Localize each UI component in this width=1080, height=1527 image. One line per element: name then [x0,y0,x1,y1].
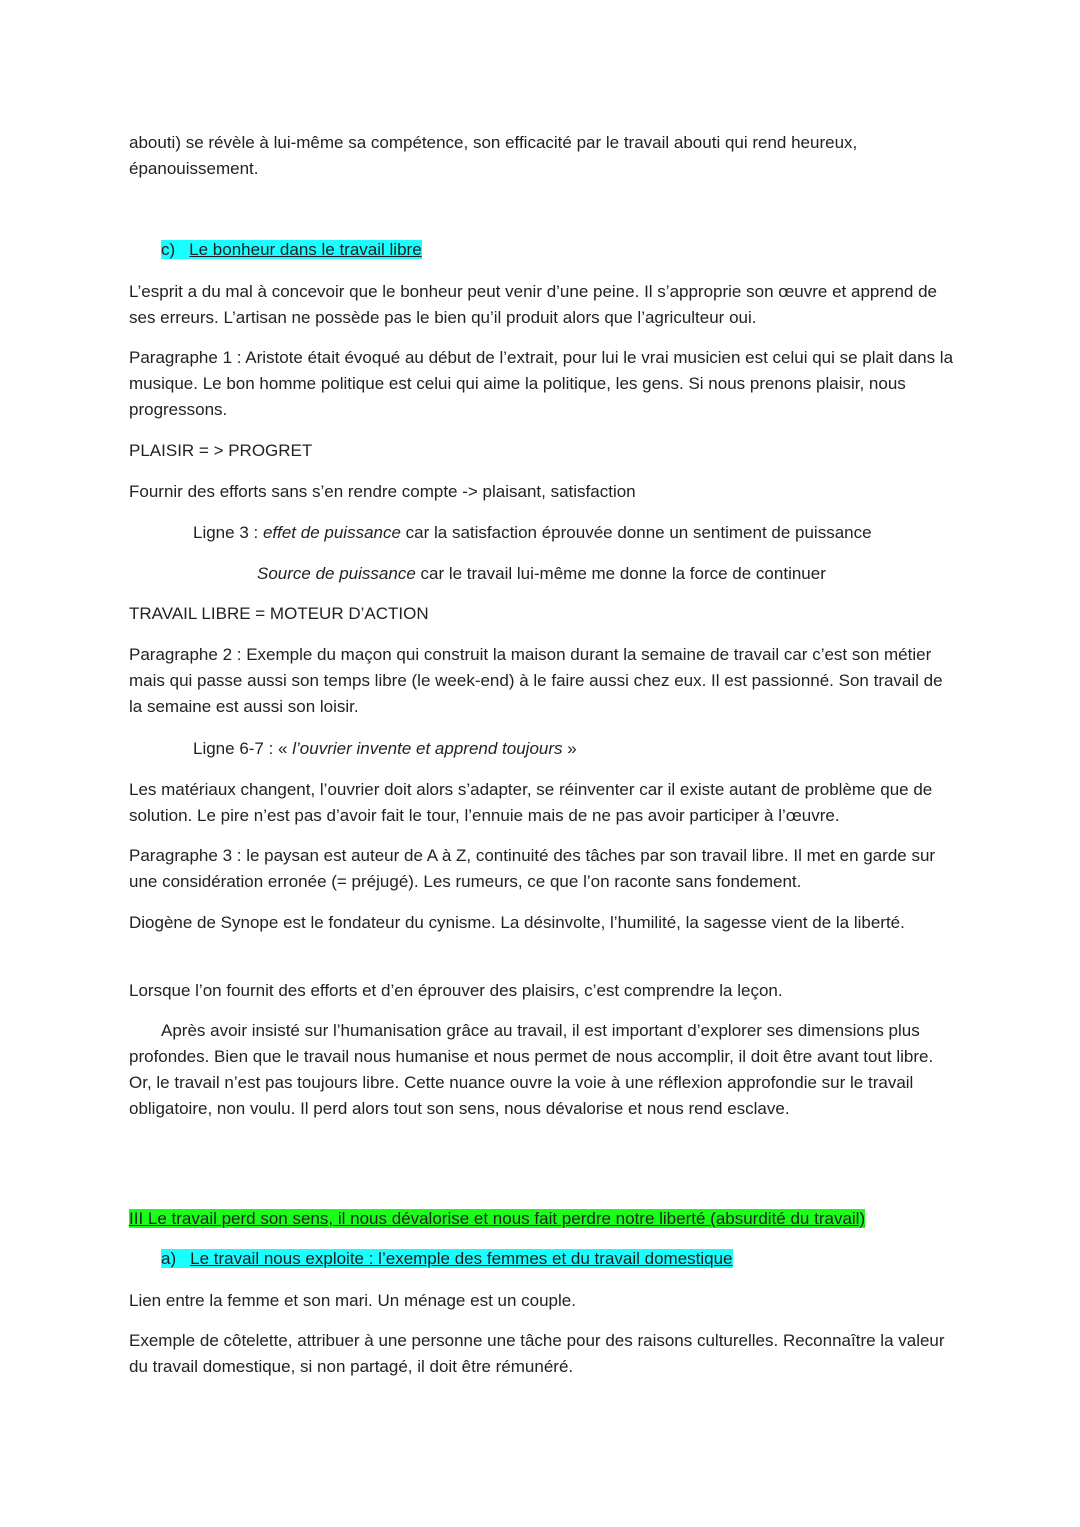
source-puissance-note [257,561,977,587]
paragraph-transition: Après avoir insisté sur l’humanisation grâce au travail, il est important d’explorer ses dimensions plus profondes. Bien que le travail nous humanise et nous permet de nous accomplir, il doit être avant tout libre. Or, le travail n’est pas toujours libre. Cette nuance ouvre la voie à une réflexion approfondie sur le travail obligatoire, non voulu. Il perd alors tout son sens, nous dévalorise et nous rend esclave. [129,1021,934,1118]
heading-a-title: Le travail nous exploite : l’exemple des femmes et du travail domestique [190,1249,733,1268]
paragraph-diogene: Diogène de Synope est le fondateur du cynisme. La désinvolte, l’humilité, la sagesse vient de la liberté. [129,913,905,932]
heading-III [129,1206,1029,1232]
line-3-note [193,520,973,546]
paragraph-esprit: L’esprit a du mal à concevoir que le bonheur peut venir d’une peine. Il s’approprie son œuvre et apprend de ses erreurs. L’artisan ne possède pas le bien qu’il produit alors que l’agriculteur oui. [129,282,938,327]
line-6-7-suffix: » [562,739,577,758]
heading-a [161,1246,961,1272]
source-puissance-suffix: car le travail lui-même me donne la force de continuer [415,564,826,583]
line-3-emphasis: effet de puissance [262,523,401,542]
line-6-7-emphasis: l’ouvrier invente et apprend toujours [292,739,563,758]
paragraph-lien: Lien entre la femme et son mari. Un ménage est un couple. [129,1291,576,1310]
heading-c-letter: c) [161,240,176,259]
source-puissance-emphasis: Source de puissance [257,564,416,583]
paragraph-2: Paragraphe 2 : Exemple du maçon qui construit la maison durant la semaine de travail car c’est son métier mais qui passe aussi son temps libre (le week-end) à le faire aussi chez eux. Il est passionné. Son travail de la semaine est aussi son loisir. [129,645,943,716]
line-3-prefix: Ligne 3 : [193,523,263,542]
line-6-7-note [193,736,973,762]
line-6-7-prefix: Ligne 6-7 : « [193,739,293,758]
heading-c [161,237,961,263]
heading-a-letter: a) [161,1249,177,1268]
paragraph-3: Paragraphe 3 : le paysan est auteur de A à Z, continuité des tâches par son travail libre. Il met en garde sur une considération erronée (= préjugé). Les rumeurs, ce que l’on raconte sans fondement. [129,846,936,891]
line-3-suffix: car la satisfaction éprouvée donne un sentiment de puissance [400,523,872,542]
heading-c-title: Le bonheur dans le travail libre [189,240,422,259]
paragraph-materiaux: Les matériaux changent, l’ouvrier doit alors s’adapter, se réinventer car il existe autant de problème que de solution. Le pire n’est pas d’avoir fait le tour, l’ennuie mais de ne pas avoir participer à l’œuvre. [129,780,933,825]
note-plaisir: PLAISIR = > PROGRET [129,441,313,460]
paragraph-cotelette: Exemple de côtelette, attribuer à une personne une tâche pour des raisons culturelles. Reconnaître la valeur du travail domestique, si non partagé, il doit être rémunéré. [129,1331,945,1376]
paragraph-1: Paragraphe 1 : Aristote était évoqué au début de l’extrait, pour lui le vrai musicien est celui qui se plait dans la musique. Le bon homme politique est celui qui aime la politique, les gens. Si nous prenons plaisir, nous progressons. [129,348,954,419]
note-travail-libre: TRAVAIL LIBRE = MOTEUR D’ACTION [129,604,429,623]
paragraph-lecon: Lorsque l’on fournit des efforts et d’en éprouver des plaisirs, c’est comprendre la leçon. [129,981,783,1000]
heading-III-title: III Le travail perd son sens, il nous dévalorise et nous fait perdre notre liberté (absurdité du travail) [129,1209,866,1228]
note-efforts: Fournir des efforts sans s’en rendre compte -> plaisant, satisfaction [129,482,636,501]
paragraph-intro: abouti) se révèle à lui-même sa compétence, son efficacité par le travail abouti qui rend heureux, épanouissement. [129,133,858,178]
